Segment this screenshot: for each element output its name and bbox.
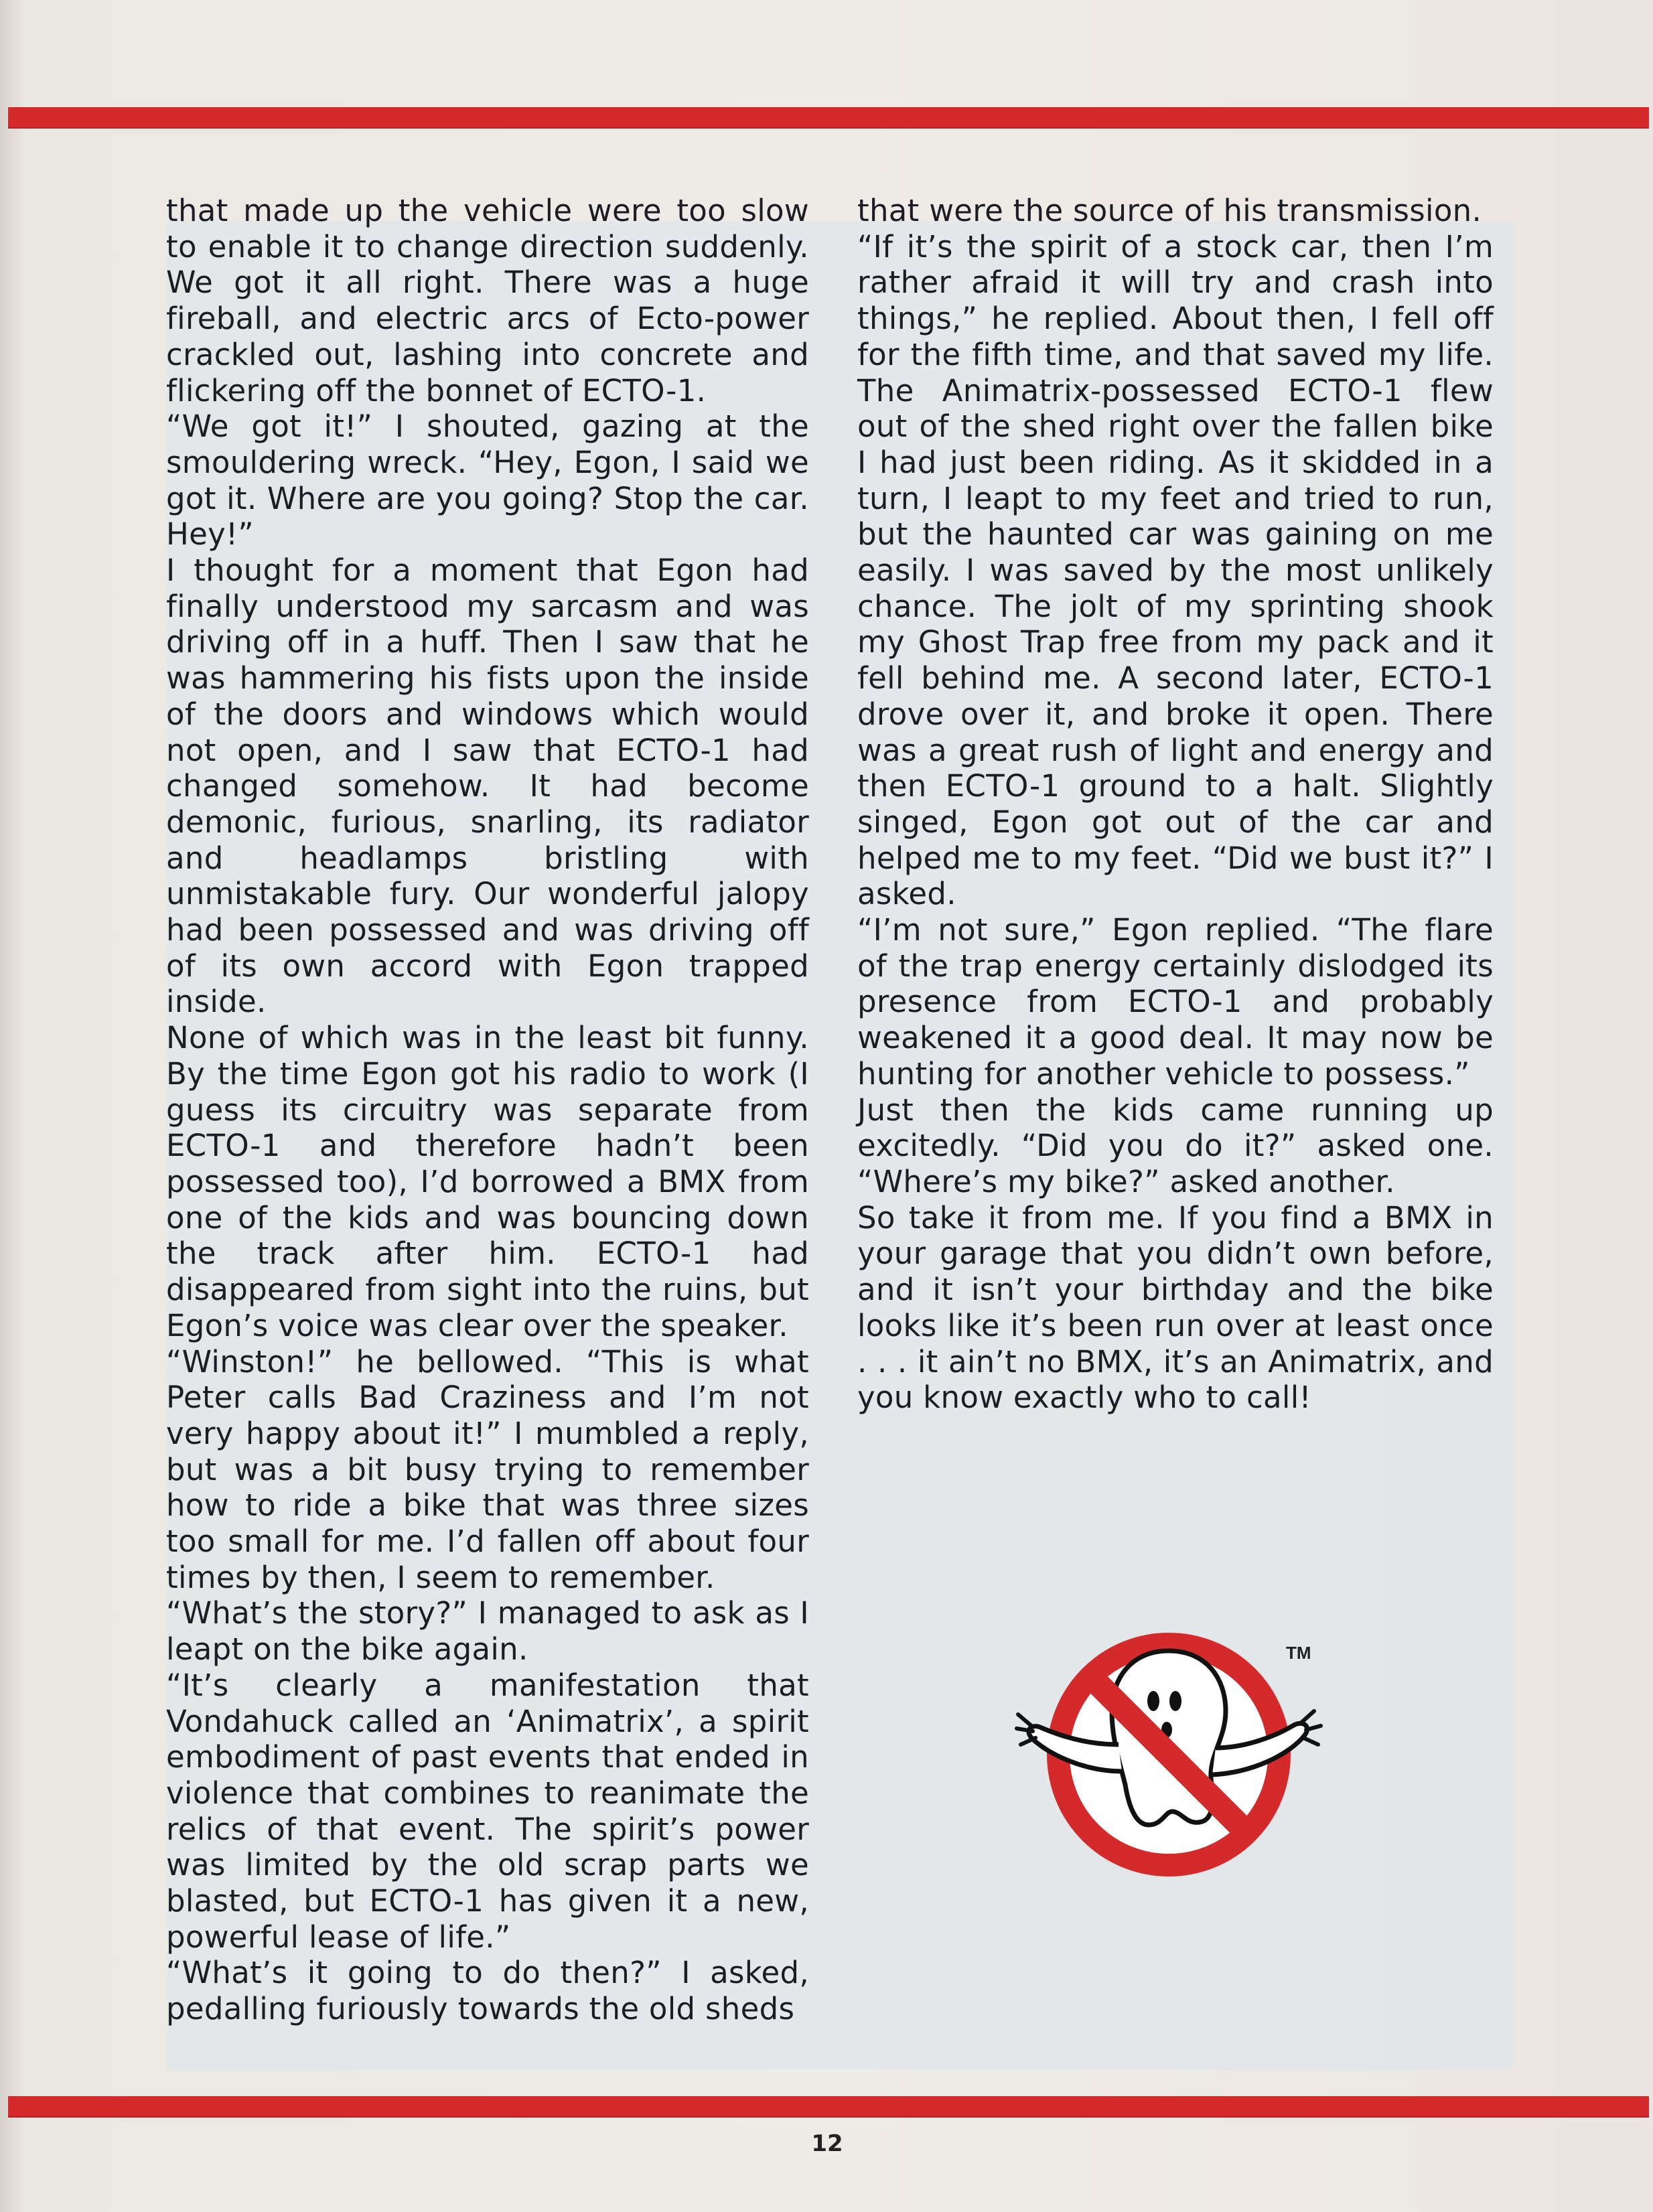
paragraph: “What’s the story?” I managed to ask as I leapt on the bike again. xyxy=(166,1595,809,1668)
story-column-left xyxy=(166,193,809,2027)
paragraph: “I’m not sure,” Egon replied. “The flare of the trap energy certainly dislodged its presence from ECTO-1 and probably weakened it a good deal. It may now be hunting for another vehicle to possess.” xyxy=(857,912,1494,1092)
trademark-symbol: TM xyxy=(1286,1643,1311,1663)
paragraph: So take it from me. If you find a BMX in your garage that you didn’t own before, and it isn’t your birthday and the bike looks like it’s been run over at least once . . . it ain’t no BMX, it’s an Animatrix, and you know exactly who to call! xyxy=(857,1199,1494,1416)
paragraph: Just then the kids came running up excitedly. “Did you do it?” asked one. “Where’s my bike?” asked another. xyxy=(857,1092,1494,1199)
paragraph: I thought for a moment that Egon had finally understood my sarcasm and was driving off in a huff. Then I saw that he was hammering his fists upon the inside of the doors and windows which would not open, and I saw that ECTO-1 had changed somehow. It had become demonic, furious, snarling, its radiator and headlamps bristling with unmistakable fury. Our wonderful jalopy had been possessed and was driving off of its own accord with Egon trapped inside. xyxy=(166,552,809,1020)
paragraph: that made up the vehicle were too slow to enable it to change direction suddenly. We got it all right. There was a huge fireball, and electric arcs of Ecto-power crackled out, lashing into concrete and flickering off the bonnet of ECTO-1. xyxy=(166,193,809,409)
paragraph: “It’s clearly a manifestation that Vondahuck called an ‘Animatrix’, a spirit embodiment of past events that ended in violence that combines to reanimate the relics of that event. The spirit’s power was limited by the old scrap parts we blasted, but ECTO-1 has given it a new, powerful lease of life.” xyxy=(166,1667,809,1955)
paragraph: “What’s it going to do then?” I asked, pedalling furiously towards the old sheds xyxy=(166,1955,809,2027)
page-number: 12 xyxy=(811,2130,843,2157)
bottom-red-rule xyxy=(8,2096,1649,2116)
top-red-rule xyxy=(8,107,1649,127)
paragraph: None of which was in the least bit funny. By the time Egon got his radio to work (I guess its circuitry was separate from ECTO-1 and therefore hadn’t been possessed too), I’d borrowed a BMX from one of the kids and was bouncing down the track after him. ECTO-1 had disappeared from sight into the ruins, but Egon’s voice was clear over the speaker. xyxy=(166,1020,809,1343)
paragraph: that were the source of his transmission. xyxy=(857,193,1482,228)
paragraph: “Winston!” he bellowed. “This is what Peter calls Bad Craziness and I’m not very happy about it!” I mumbled a reply, but was a bit busy trying to remember how to ride a bike that was three sizes too small for me. I’d fallen off about four times by then, I seem to remember. xyxy=(166,1343,809,1595)
paragraph: “If it’s the spirit of a stock car, then I’m rather afraid it will try and crash into things,” he replied. About then, I fell off for the fifth time, and that saved my life. The Animatrix-possessed ECTO-1 flew out of the shed right over the fallen bike I had just been riding. As it skidded in a turn, I leapt to my feet and tried to run, but the haunted car was gaining on me easily. I was saved by the most unlikely chance. The jolt of my sprinting shook my Ghost Trap free from my pack and it fell behind me. A second later, ECTO-1 drove over it, and broke it open. There was a great rush of light and energy and then ECTO-1 ground to a halt. Slightly singed, Egon got out of the car and helped me to my feet. “Did we bust it?” I asked. xyxy=(857,228,1494,912)
story-column-right xyxy=(857,193,1494,1416)
paragraph: “We got it!” I shouted, gazing at the smouldering wreck. “Hey, Egon, I said we got it. Where are you going? Stop the car. Hey!” xyxy=(166,409,809,552)
no-ghost-logo-icon xyxy=(1011,1611,1326,1878)
